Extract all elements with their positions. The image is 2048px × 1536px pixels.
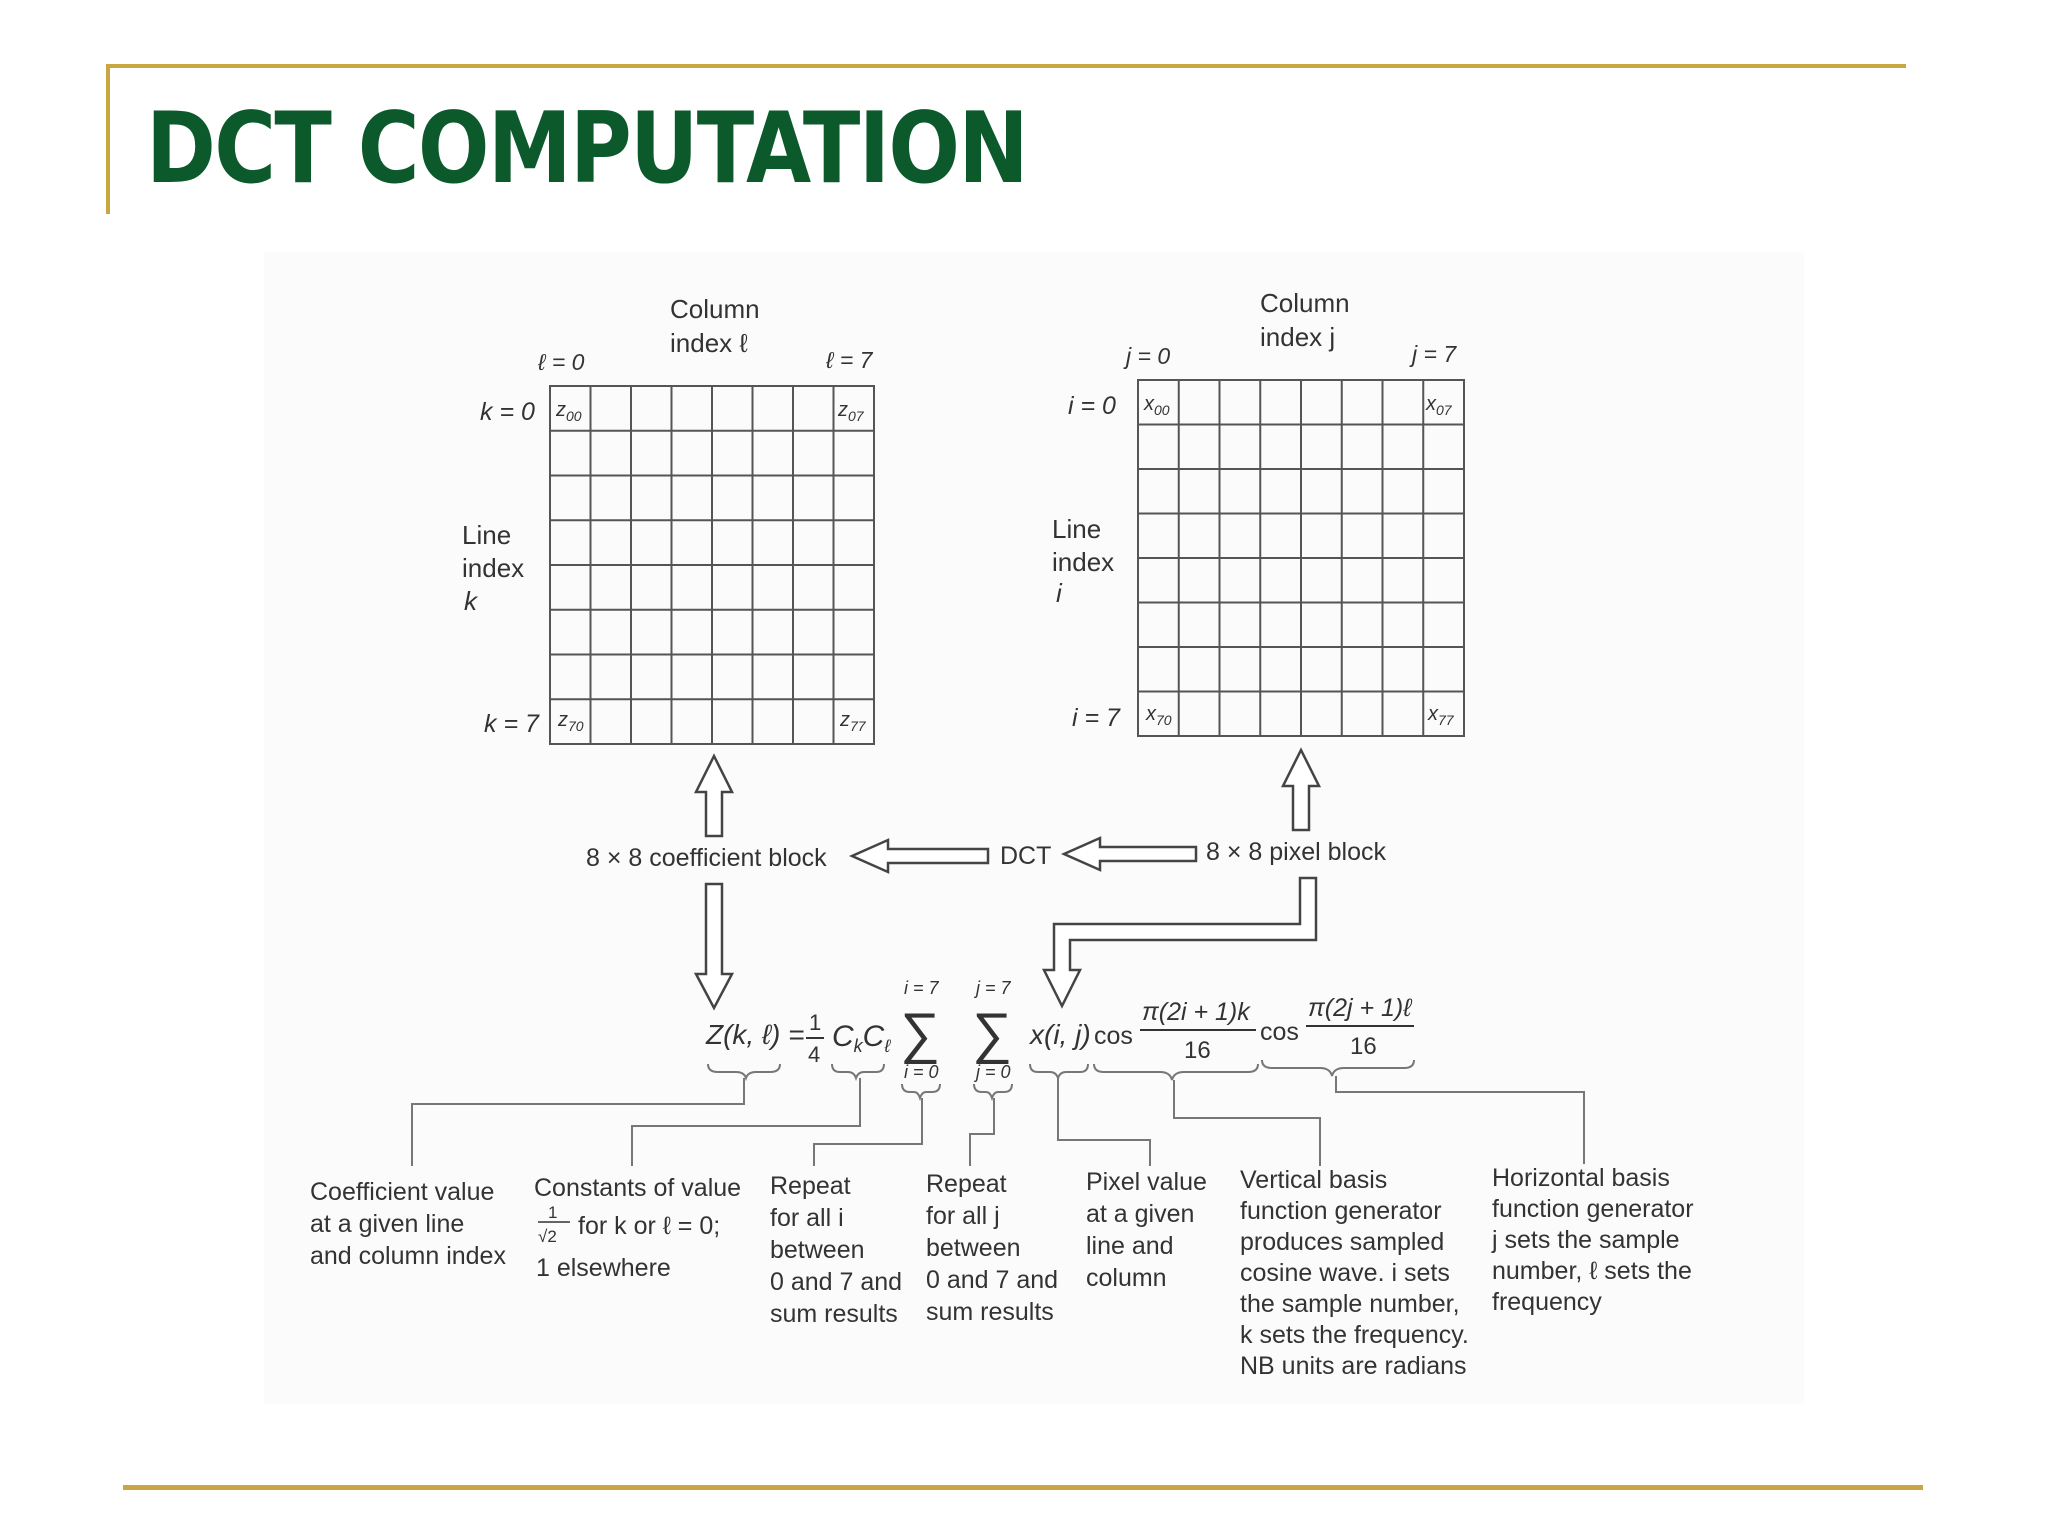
note-coefficient-value: Coefficient value at a given line and column index — [310, 1178, 506, 1270]
pix-row-first-label: i = 0 — [1068, 392, 1116, 420]
sum1-lower: i = 0 — [904, 1062, 939, 1082]
coef-col-last-label: ℓ = 7 — [826, 347, 873, 373]
flow-dct: DCT — [1000, 842, 1052, 870]
pix-row-last-label: i = 7 — [1072, 704, 1120, 732]
arrow-up-pixel — [1283, 750, 1319, 830]
cell-z07: $z_{07}$ — [838, 399, 864, 424]
brace-pixel-term — [1030, 1064, 1088, 1078]
coef-column-label-2: index ℓ — [670, 328, 748, 358]
leader-coefficient-value — [412, 1078, 744, 1166]
coef-column-label-1: Column — [670, 294, 760, 324]
coef-row-first-label: k = 0 — [480, 398, 535, 426]
coef-col-first-label: ℓ = 0 — [538, 349, 585, 375]
pix-line-label-1: Line — [1052, 514, 1102, 544]
arrow-left-to-dct — [1064, 838, 1196, 870]
note-repeat-i: Repeat for all i between 0 and 7 and sum results — [770, 1172, 903, 1328]
pix-line-label-2: index — [1052, 547, 1115, 577]
note-constants-line3: 1 elsewhere — [536, 1254, 671, 1282]
bottom-accent-rule — [123, 1485, 1923, 1490]
coef-line-label-1: Line — [462, 520, 512, 550]
cell-z70: $z_{70}$ — [558, 709, 584, 734]
note-vertical-basis: Vertical basis function generator produces sampled cosine wave. i sets the sample number, k sets the frequency. NB units are radians — [1240, 1166, 1469, 1380]
pix-col-last-label: j = 7 — [1412, 341, 1457, 367]
note-horizontal-basis: Horizontal basis function generator j sets the sample number, ℓ sets the frequency — [1492, 1164, 1694, 1316]
note-constants-frac-den: √2 — [538, 1227, 557, 1246]
flow-coefficient-block: 8 × 8 coefficient block — [586, 844, 827, 872]
leader-constants — [632, 1078, 860, 1166]
annotations — [310, 1164, 1700, 1380]
formula-cos1-num: π(2i + 1)k — [1142, 998, 1250, 1026]
formula-lhs: Z(k, ℓ) = — [706, 1019, 805, 1050]
formula-cos-2: cos — [1260, 1018, 1299, 1046]
cell-x07: $x_{07}$ — [1426, 393, 1452, 418]
coefficient-grid-lines — [550, 386, 874, 744]
leader-pixel-value — [1058, 1078, 1150, 1166]
brace-lhs — [708, 1064, 780, 1078]
formula-pixel-term: x(i, j) — [1030, 1019, 1091, 1050]
brace-sum2 — [974, 1084, 1012, 1098]
sum2-lower: j = 0 — [976, 1062, 1011, 1082]
formula-cos1-den: 16 — [1184, 1037, 1211, 1064]
cell-z77: $z_{77}$ — [840, 709, 866, 734]
brace-sum1 — [902, 1084, 940, 1098]
coef-line-label-2: index — [462, 553, 525, 583]
formula-constants: $C_kC_\ell$ — [832, 1020, 891, 1056]
leader-horizontal-basis — [1336, 1076, 1584, 1164]
arrow-up-coefficient — [696, 756, 732, 836]
pixel-grid — [1052, 288, 1464, 736]
formula-cos-1: cos — [1094, 1022, 1133, 1050]
arrow-down-to-formula — [696, 884, 732, 1008]
arrow-bent-to-pixel-term — [1044, 878, 1316, 1006]
cell-z00: $z_{00}$ — [556, 399, 582, 424]
coefficient-grid — [462, 294, 874, 744]
note-constants-frac-num: 1 — [548, 1203, 558, 1222]
coef-line-label-3: k — [464, 586, 477, 616]
sum1-upper: i = 7 — [904, 978, 939, 998]
sum2-upper: j = 7 — [976, 978, 1011, 998]
slide-title: DCT COMPUTATION — [146, 92, 1028, 206]
formula-cos2-den: 16 — [1350, 1033, 1377, 1060]
formula-quarter-num: 1 — [809, 1010, 822, 1035]
leader-repeat-j — [970, 1098, 994, 1166]
coef-row-last-label: k = 7 — [484, 710, 539, 738]
cell-x70: $x_{70}$ — [1146, 703, 1172, 728]
cell-x00: $x_{00}$ — [1144, 393, 1170, 418]
cell-x77: $x_{77}$ — [1428, 703, 1454, 728]
pix-column-label-1: Column — [1260, 288, 1350, 318]
flow-arrows — [696, 750, 1319, 1008]
pixel-grid-lines — [1138, 380, 1464, 736]
arrow-left-to-coefficient — [852, 840, 988, 872]
formula-quarter-den: 4 — [808, 1042, 821, 1067]
brace-cos2 — [1262, 1060, 1414, 1076]
note-constants-line2: for k or ℓ = 0; — [578, 1212, 721, 1240]
brace-constants — [832, 1064, 884, 1078]
note-repeat-j: Repeat for all j between 0 and 7 and sum results — [926, 1170, 1059, 1326]
note-constants-line1: Constants of value — [534, 1174, 742, 1202]
flow-pixel-block: 8 × 8 pixel block — [1206, 838, 1386, 866]
pix-line-label-3: i — [1056, 578, 1062, 608]
pix-column-label-2: index j — [1260, 322, 1336, 352]
leader-repeat-i — [814, 1098, 922, 1166]
sum1-sign: ∑ — [900, 1001, 940, 1064]
note-pixel-value: Pixel value at a given line and column — [1086, 1168, 1207, 1292]
brace-cos1 — [1094, 1064, 1258, 1080]
sum2-sign: ∑ — [972, 1001, 1012, 1064]
formula-cos2-num: π(2j + 1)ℓ — [1308, 994, 1412, 1022]
pix-col-first-label: j = 0 — [1126, 343, 1171, 369]
leader-vertical-basis — [1174, 1080, 1320, 1166]
